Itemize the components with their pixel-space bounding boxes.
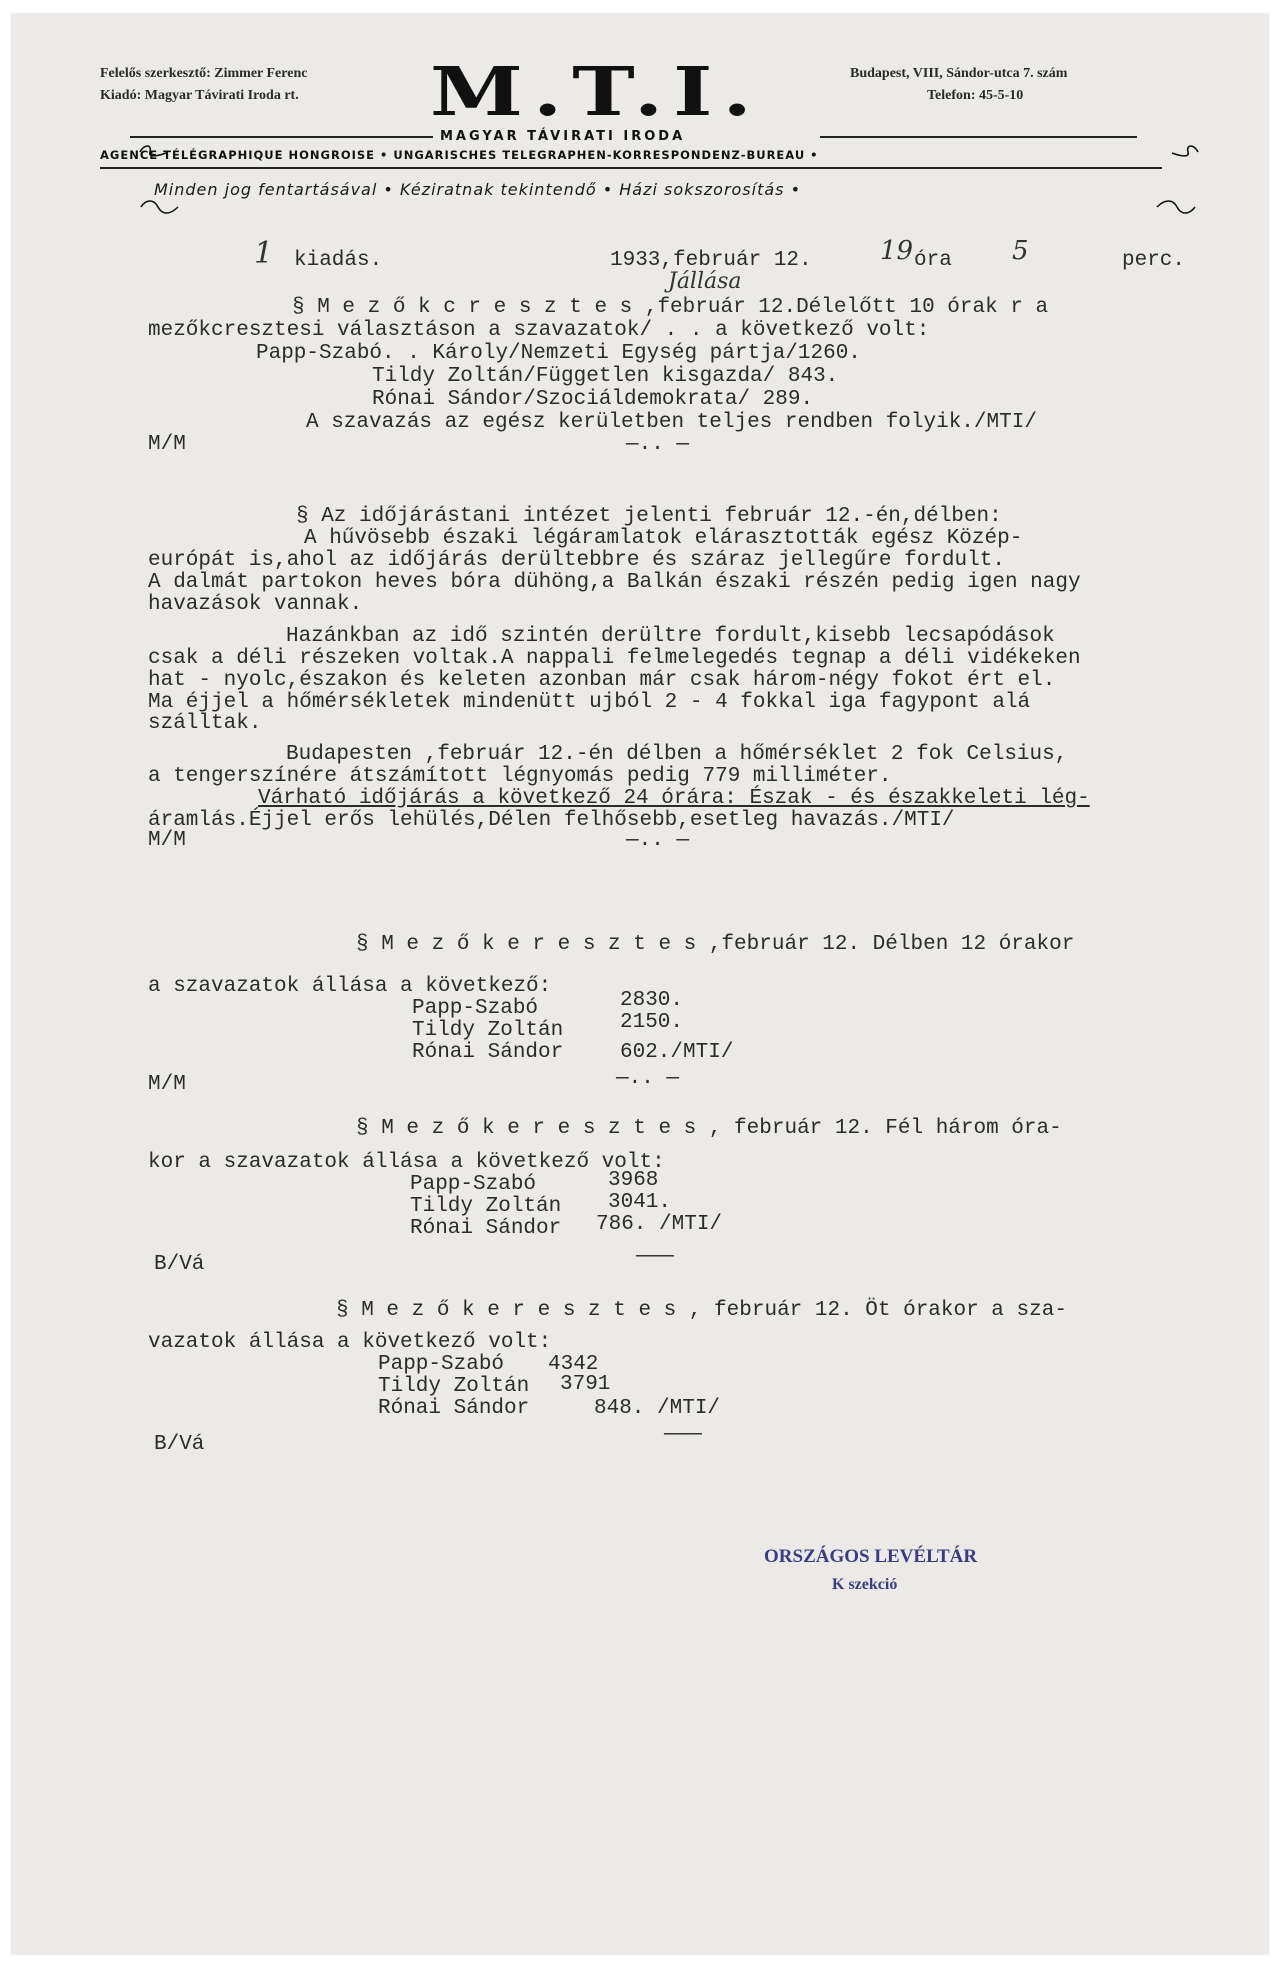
candidate-name: Tildy Zoltán xyxy=(410,1195,562,1218)
candidate-name: Tildy Zoltán xyxy=(412,1019,564,1042)
candidate-votes: 602./MTI/ xyxy=(620,1041,734,1064)
report-line: Hazánkban az idő szintén derültre fordult,kisebb lecsapódások xyxy=(286,625,1055,648)
signature: B/Vá xyxy=(154,1433,205,1456)
candidate-name: Tildy Zoltán xyxy=(378,1375,530,1398)
candidate-name: Rónai Sándor xyxy=(412,1041,564,1064)
report-line: kor a szavazatok állása a következő volt: xyxy=(148,1151,665,1174)
separator: ——— xyxy=(664,1423,702,1446)
separator: —.. — xyxy=(626,829,690,852)
archive-stamp-section: K szekció xyxy=(832,1576,898,1593)
handwritten-note: Jállása xyxy=(668,269,742,294)
report-line: A hűvösebb északi légáramlatok elárasztották egész Közép- xyxy=(304,527,1023,550)
report-line: § Az időjárástani intézet jelenti február 12.-én,délben: xyxy=(296,505,1002,528)
band-rule-right xyxy=(820,136,1137,138)
agency-multilang: AGENCE TÉLÉGRAPHIQUE HONGROISE • UNGARISCHES TELEGRAPHEN-KORRESPONDENZ-BUREAU • xyxy=(100,148,819,162)
editor-line: Felelős szerkesztő: Zimmer Ferenc xyxy=(100,66,308,81)
report-line: hat - nyolc,északon és keleten azonban már csak három-négy fokot ért el. xyxy=(148,669,1056,692)
report-line: Rónai Sándor/Szociáldemokrata/ 289. xyxy=(372,388,814,411)
candidate-votes: 3968 xyxy=(608,1169,659,1192)
candidate-votes: 848. /MTI/ xyxy=(594,1397,721,1420)
signature: M/M xyxy=(148,433,186,456)
report-line: a tengerszínére átszámított légnyomás pedig 779 milliméter. xyxy=(148,765,892,788)
report-line: áramlás.Éjjel erős lehülés,Délen felhősebb,esetleg havazás./MTI/ xyxy=(148,809,955,832)
bulletin-date: 1933,február 12. xyxy=(610,249,812,272)
bulletin-hour: 19 xyxy=(880,236,914,266)
publisher-line: Kiadó: Magyar Távirati Iroda rt. xyxy=(100,88,299,103)
edition-number: 1 xyxy=(254,236,274,271)
report-line: mezőkcresztesi választáson a szavazatok/ . . a következő volt: xyxy=(148,319,930,342)
band-rule-left xyxy=(130,136,433,138)
candidate-votes: 786. /MTI/ xyxy=(596,1213,723,1236)
report-line: Tildy Zoltán/Független kisgazda/ 843. xyxy=(372,365,839,388)
rights-notice: Minden jog fentartásával • Kéziratnak tekintendő • Házi sokszorosítás • xyxy=(154,180,802,199)
document-page xyxy=(12,14,1268,1954)
phone-line: Telefon: 45-5-10 xyxy=(927,88,1024,103)
candidate-votes: 2830. xyxy=(620,989,684,1012)
report-line: csak a déli részeken voltak.A nappali felmelegedés tegnap a déli vidékeken xyxy=(148,647,1081,670)
report-line: a szavazatok állása a következő: xyxy=(148,975,552,998)
candidate-name: Rónai Sándor xyxy=(410,1217,562,1240)
hour-label: óra xyxy=(914,249,952,272)
candidate-votes: 2150. xyxy=(620,1011,684,1034)
candidate-votes: 3791 xyxy=(560,1373,611,1396)
report-line: A dalmát partokon heves bóra dühöng,a Balkán északi részén pedig igen nagy xyxy=(148,571,1081,594)
ornament-right-icon xyxy=(1132,126,1162,140)
report-line: európát is,ahol az időjárás derültebbre és száraz jellegűre fordult. xyxy=(148,549,1005,572)
agency-name: MAGYAR TÁVIRATI IRODA xyxy=(440,129,686,144)
signature: M/M xyxy=(148,1073,186,1096)
report-line: § M e z ő k e r e s z t e s , február 12. Öt órakor a sza- xyxy=(336,1299,1067,1322)
address-line: Budapest, VIII, Sándor-utca 7. szám xyxy=(850,66,1068,81)
report-line: szálltak. xyxy=(148,712,262,735)
signature: M/M xyxy=(148,829,186,852)
report-line: § M e z ő k e r e s z t e s , február 12. Fél három óra- xyxy=(356,1117,1062,1140)
report-line: Budapesten ,február 12.-én délben a hőmérséklet 2 fok Celsius, xyxy=(286,743,1068,766)
candidate-votes: 4342 xyxy=(548,1353,599,1376)
candidate-votes: 3041. xyxy=(608,1191,672,1214)
candidate-name: Rónai Sándor xyxy=(378,1397,530,1420)
report-line: § M e z ő k c r e s z t e s ,február 12.Délelőtt 10 órak r a xyxy=(292,296,1049,319)
report-line: A szavazás az egész kerületben teljes rendben folyik./MTI/ xyxy=(306,411,1037,434)
ornament-left-icon xyxy=(100,126,130,140)
ornament-right-2-icon xyxy=(1116,180,1160,198)
separator: —.. — xyxy=(626,433,690,456)
report-line: § M e z ő k e r e s z t e s ,február 12. Délben 12 órakor xyxy=(356,933,1075,956)
candidate-name: Papp-Szabó xyxy=(378,1353,505,1376)
signature: B/Vá xyxy=(154,1253,205,1276)
bulletin-minute: 5 xyxy=(1012,236,1029,266)
report-line: havazások vannak. xyxy=(148,593,363,616)
candidate-name: Papp-Szabó xyxy=(410,1173,537,1196)
report-line: vazatok állása a következő volt: xyxy=(148,1331,552,1354)
edition-label: kiadás. xyxy=(294,249,383,272)
archive-stamp-title: ORSZÁGOS LEVÉLTÁR xyxy=(764,1546,978,1567)
candidate-name: Papp-Szabó xyxy=(412,997,539,1020)
report-line: Ma éjjel a hőmérsékletek mindenütt ujból 2 - 4 fokkal iga fagypont alá xyxy=(148,691,1031,714)
report-line: Várható időjárás a következő 24 órára: Észak - és északkeleti lég- xyxy=(258,787,1090,810)
ornament-left-2-icon xyxy=(100,180,144,198)
separator: —.. — xyxy=(616,1067,680,1090)
minute-label: perc. xyxy=(1122,249,1186,272)
band-rule-bottom xyxy=(100,167,1162,169)
separator: ——— xyxy=(636,1245,674,1268)
report-line: Papp-Szabó. . Károly/Nemzeti Egység pártja/1260. xyxy=(256,342,861,365)
mti-logo: M.T.I. xyxy=(430,51,762,131)
